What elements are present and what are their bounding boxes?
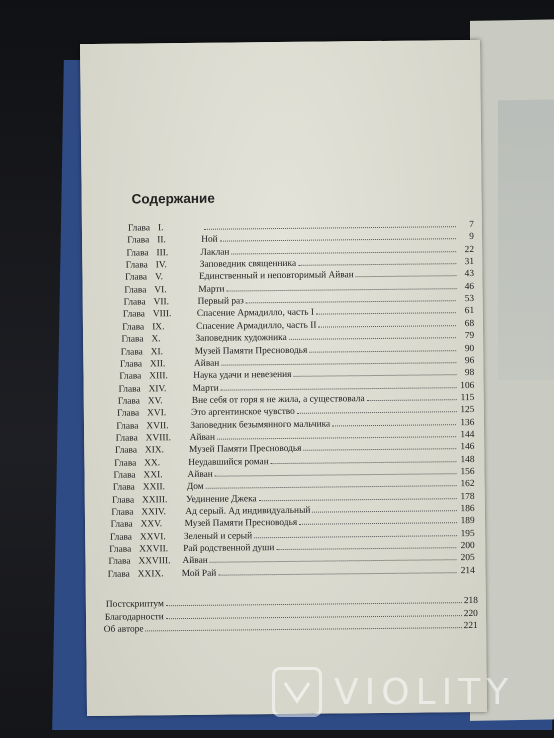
- leader-dots: [318, 325, 456, 327]
- chapter-number: XXVI.: [139, 531, 166, 543]
- chapter-page: 115: [460, 392, 475, 404]
- leader-dots: [204, 226, 456, 230]
- chapter-title: Айван: [182, 556, 208, 567]
- chapter-page: 144: [460, 429, 475, 441]
- watermark-text: VIOLITY: [334, 671, 515, 713]
- book-page: [80, 40, 487, 716]
- chapter-label: Глава: [123, 297, 146, 308]
- violity-logo-icon: [272, 667, 322, 717]
- chapter-number: I.: [157, 223, 164, 234]
- chapter-number: XII.: [149, 359, 166, 370]
- leader-dots: [299, 523, 456, 526]
- chapter-label: Глава: [122, 309, 145, 321]
- chapter-page: 162: [460, 479, 475, 490]
- chapter-title: Уединение Джека: [186, 493, 257, 505]
- chapter-label: Глава: [119, 371, 142, 382]
- leader-dots: [254, 535, 457, 538]
- backmatter-title: Постскриптум: [105, 599, 164, 610]
- watermark: [272, 664, 542, 720]
- chapter-label: Глава: [115, 433, 138, 444]
- chapter-title: Музей Памяти Пресноводья: [188, 444, 302, 456]
- leader-dots: [332, 424, 456, 426]
- chapter-number: XIII.: [149, 371, 168, 382]
- chapter-page: 22: [464, 244, 475, 255]
- chapter-title: Зеленый и серый: [183, 531, 253, 542]
- chapter-page: 98: [464, 368, 475, 379]
- leader-dots: [293, 374, 456, 377]
- chapter-page: 186: [460, 504, 475, 515]
- leader-dots: [246, 300, 456, 303]
- chapter-page: 178: [460, 491, 475, 502]
- chapter-title: Ад серый. Ад индивидуальный: [185, 505, 311, 518]
- leader-dots: [259, 498, 457, 501]
- leader-dots: [221, 387, 457, 390]
- leader-dots: [218, 572, 456, 575]
- chapter-label: Глава: [113, 470, 136, 481]
- chapter-label: Глава: [127, 235, 150, 246]
- chapter-page: 136: [460, 417, 475, 428]
- leader-dots: [166, 602, 462, 606]
- chapter-title: Заповедник безымянного мальчика: [190, 419, 331, 431]
- leader-dots: [309, 350, 456, 353]
- chapter-title: Это аргентинское чувство: [191, 407, 295, 419]
- chapter-number: XXV.: [140, 519, 163, 530]
- chapter-title: Марти: [192, 383, 219, 394]
- leader-dots: [221, 362, 456, 365]
- chapter-label: Глава: [112, 482, 135, 494]
- chapter-page: 68: [464, 318, 475, 329]
- chapter-page: 96: [464, 355, 475, 366]
- chapter-number: VI.: [154, 284, 167, 296]
- backmatter-page: 220: [463, 608, 478, 619]
- backmatter-title: Благодарности: [104, 611, 164, 623]
- backmatter-page: 221: [463, 621, 478, 632]
- chapter-label: Глава: [109, 544, 132, 555]
- chapter-label: Глава: [125, 272, 148, 284]
- leader-dots: [312, 510, 456, 513]
- chapter-number: XVI.: [147, 408, 167, 419]
- chapter-number: XI.: [150, 346, 164, 357]
- leader-dots: [227, 288, 457, 291]
- chapter-page: 7: [469, 219, 474, 231]
- chapter-title: Рай родственной души: [183, 543, 275, 555]
- chapter-title: Заповедник священника: [199, 258, 297, 270]
- leader-dots: [220, 239, 456, 242]
- chapter-label: Глава: [125, 260, 148, 271]
- chapter-page: 53: [464, 294, 475, 305]
- chapter-number: XXI.: [143, 470, 163, 481]
- chapter-page: 214: [460, 565, 475, 576]
- chapter-label: Глава: [110, 519, 133, 531]
- chapter-page: 79: [464, 331, 475, 342]
- leader-dots: [356, 276, 456, 278]
- chapter-number: XXVII.: [139, 544, 169, 555]
- chapter-number: XXIV.: [141, 507, 166, 518]
- chapter-title: Первый раз: [197, 296, 244, 307]
- chapter-label: Глава: [111, 507, 134, 518]
- chapter-page: 46: [464, 281, 475, 292]
- chapter-title: Спасение Армадилло, часть II: [196, 320, 317, 332]
- chapter-title: Ной: [201, 235, 218, 246]
- chapter-title: Лаклан: [200, 247, 230, 258]
- chapter-label: Глава: [107, 569, 130, 580]
- chapter-page: 205: [460, 553, 475, 564]
- chapter-label: Глава: [120, 346, 143, 358]
- backmatter-page: 218: [463, 596, 478, 607]
- chapter-label: Глава: [114, 458, 137, 469]
- chapter-number: II.: [157, 235, 166, 246]
- chapter-title: Музей Памяти Пресноводья: [184, 518, 298, 530]
- chapter-number: XVIII.: [145, 433, 172, 444]
- chapter-title: Дом: [186, 482, 204, 493]
- toc-chapter-row: [108, 566, 475, 582]
- chapter-number: IV.: [155, 260, 167, 271]
- backmatter-title: Об авторе: [103, 624, 144, 636]
- chapter-label: Глава: [118, 384, 141, 395]
- chapter-page: 195: [460, 528, 475, 539]
- chapter-number: XXIX.: [137, 569, 164, 580]
- chapter-number: XXII.: [142, 482, 165, 493]
- leader-dots: [146, 627, 462, 631]
- chapter-label: Глава: [108, 557, 131, 568]
- leader-dots: [217, 436, 456, 440]
- chapter-number: XXIII.: [142, 494, 168, 506]
- chapter-label: Глава: [124, 285, 147, 296]
- leader-dots: [316, 313, 456, 315]
- chapter-label: Глава: [126, 248, 149, 259]
- chapter-title: Марти: [198, 284, 225, 295]
- chapter-label: Глава: [112, 495, 135, 506]
- toc-list: [82, 219, 482, 636]
- chapter-number: III.: [156, 247, 169, 258]
- chapter-label: Глава: [117, 396, 140, 407]
- chapter-number: IX.: [152, 322, 165, 333]
- leader-dots: [166, 615, 462, 619]
- chapter-label: Глава: [109, 532, 133, 543]
- chapter-label: Глава: [114, 445, 138, 457]
- leader-dots: [276, 547, 456, 550]
- chapter-number: X.: [151, 334, 161, 345]
- leader-dots: [367, 399, 457, 401]
- chapter-title: Наука удачи и невезения: [193, 370, 292, 382]
- chapter-title: Единственный и неповторимый Айван: [199, 270, 354, 283]
- leader-dots: [231, 251, 456, 254]
- chapter-page: 90: [464, 343, 475, 354]
- chapter-page: 61: [464, 306, 475, 317]
- leader-dots: [297, 411, 457, 414]
- chapter-number: XVII.: [146, 420, 169, 432]
- chapter-page: 9: [469, 232, 474, 243]
- chapter-number: XIX.: [144, 445, 165, 456]
- chapter-number: XX.: [144, 457, 161, 469]
- chapter-label: Глава: [119, 359, 143, 370]
- chapter-number: XXVIII.: [138, 556, 171, 567]
- chapter-number: VIII.: [152, 309, 172, 320]
- leader-dots: [210, 560, 457, 564]
- chapter-title: Айван: [193, 358, 220, 369]
- chapter-title: Спасение Армадилло, часть I: [196, 308, 315, 320]
- chapter-title: Вне себя от горя я не жила, а существовала: [191, 394, 365, 406]
- chapter-title: Айван: [187, 469, 213, 480]
- chapter-title: Заповедник художника: [195, 333, 287, 345]
- chapter-title: Мой Рай: [181, 568, 217, 579]
- chapter-page: 189: [460, 516, 475, 527]
- chapter-label: Глава: [117, 408, 140, 419]
- chapter-title: Айван: [189, 432, 216, 443]
- chapter-page: 106: [460, 380, 475, 391]
- leader-dots: [271, 461, 457, 464]
- chapter-page: 31: [464, 257, 475, 268]
- chapter-label: Глава: [121, 334, 144, 345]
- chapter-label: Глава: [127, 223, 151, 234]
- chapter-number: XV.: [147, 396, 163, 407]
- chapter-number: VII.: [153, 297, 170, 308]
- toc-title: Содержание: [131, 190, 215, 207]
- chapter-page: 200: [460, 541, 475, 552]
- chapter-page: 156: [460, 466, 475, 478]
- leader-dots: [206, 486, 457, 490]
- chapter-page: 43: [464, 269, 475, 280]
- chapter-page: 125: [460, 405, 475, 416]
- chapter-number: XIV.: [148, 383, 167, 394]
- leader-dots: [289, 337, 456, 340]
- leader-dots: [303, 448, 456, 451]
- toc-backmatter-row: [104, 621, 478, 637]
- leader-dots: [215, 473, 457, 477]
- chapter-number: V.: [155, 272, 164, 283]
- chapter-title: Неудавшийся роман: [188, 456, 269, 468]
- chapter-label: Глава: [122, 322, 145, 333]
- chapter-page: 148: [460, 454, 475, 465]
- chapter-label: Глава: [116, 421, 139, 432]
- chapter-page: 146: [460, 442, 475, 453]
- chapter-title: Музей Памяти Пресноводья: [194, 345, 308, 357]
- leader-dots: [298, 263, 456, 266]
